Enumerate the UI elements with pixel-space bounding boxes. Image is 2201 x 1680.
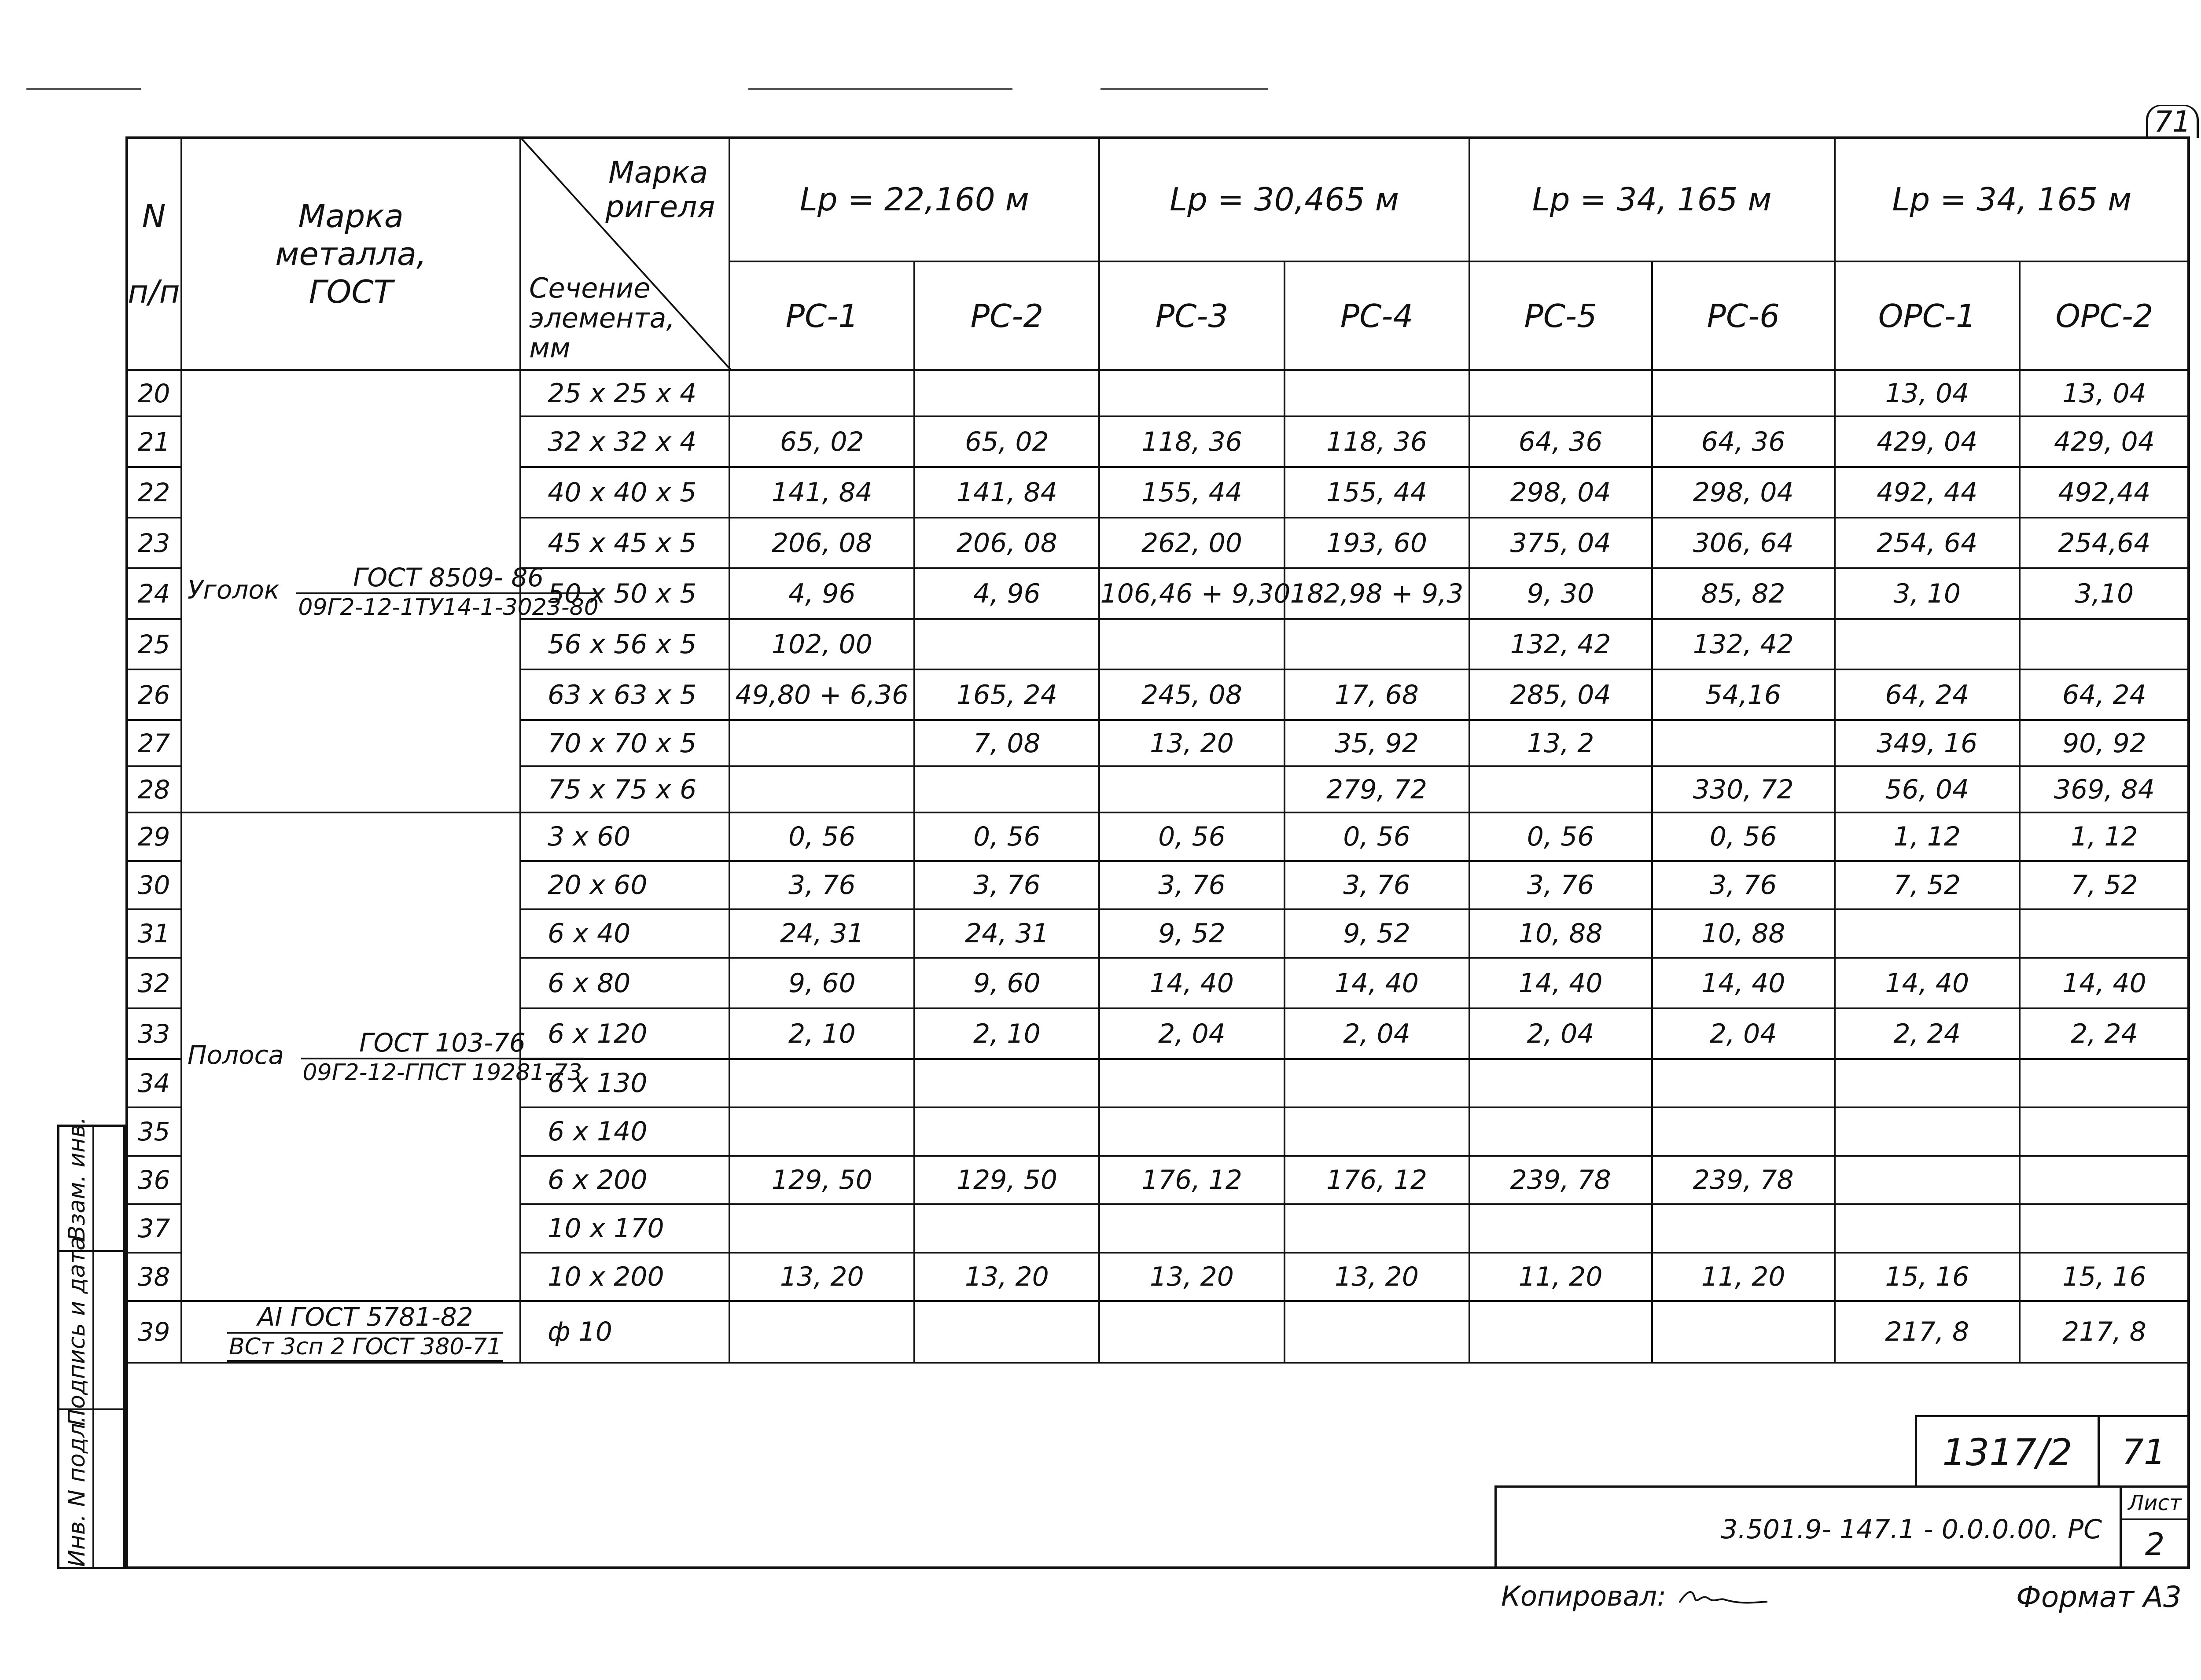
section-size: 10 x 200 [520,1253,729,1301]
stamp-series: 1317/2 [1942,1431,2072,1474]
mass-value [1835,1156,2020,1204]
row-number: 22 [126,467,181,518]
section-size: 6 x 40 [520,909,729,958]
mass-value: 369, 84 [2020,766,2189,812]
mass-value [729,1059,914,1107]
mass-value: 56, 04 [1835,766,2020,812]
mass-value: 3, 76 [729,861,914,909]
mass-value: 2, 24 [2020,1008,2189,1059]
mass-value: 54,16 [1652,669,1835,720]
mass-value: 306, 64 [1652,518,1835,568]
section-size: 25 x 25 x 4 [520,370,729,416]
mass-value [1469,370,1652,416]
mass-value: 3, 10 [1835,568,2020,619]
scan-dash [26,88,141,90]
mass-value [1469,766,1652,812]
strip-divider [59,1408,123,1410]
mass-value [1099,1059,1284,1107]
mass-value: 65, 02 [729,416,914,467]
mass-value [914,1107,1099,1156]
mass-value [1099,370,1284,416]
mass-value [2020,1107,2189,1156]
header-no-bottom: п/п [128,273,180,310]
mass-value [729,766,914,812]
mass-value: 254,64 [2020,518,2189,568]
section-size: 3 x 60 [520,812,729,861]
header-mark-pc5: PC-5 [1469,261,1652,370]
row-number: 38 [126,1253,181,1301]
mass-value [2020,1059,2189,1107]
mass-value: 176, 12 [1099,1156,1284,1204]
header-col-no [126,137,181,370]
mass-value: 193, 60 [1285,518,1469,568]
mass-value: 24, 31 [914,909,1099,958]
stamp-code-box [1494,1485,2120,1569]
header-no-top: N [142,197,166,235]
mass-value: 10, 88 [1469,909,1652,958]
mass-value: 9, 52 [1285,909,1469,958]
format-note: Формат А3 [2016,1580,2182,1614]
mass-value: 17, 68 [1285,669,1469,720]
row-number: 23 [126,518,181,568]
mass-value: 262, 00 [1099,518,1284,568]
approval-strip-col-labels [59,1117,92,1567]
strip-divider [59,1250,123,1252]
strip-label-vzam: Взам. инв. [64,1117,90,1241]
mass-value [1835,1107,2020,1156]
mass-value: 349, 16 [1835,720,2020,766]
mass-value: 14, 40 [1835,958,2020,1008]
row-number: 29 [126,812,181,861]
mass-value: 0, 56 [729,812,914,861]
mass-value: 64, 36 [1652,416,1835,467]
strip-label-inv: Инв. N подл. [64,1415,90,1567]
mass-value: 239, 78 [1469,1156,1652,1204]
header-diag-bottom: Сечение элемента, мм [529,272,675,364]
section-size: 10 x 170 [520,1204,729,1253]
row-number: 20 [126,370,181,416]
section-size: 63 x 63 x 5 [520,669,729,720]
specification-table [125,136,2190,1364]
mass-value: 35, 92 [1285,720,1469,766]
mass-value: 102, 00 [729,619,914,669]
mass-value: 13, 2 [1469,720,1652,766]
mass-value: 429, 04 [1835,416,2020,467]
mass-value: 64, 24 [1835,669,2020,720]
mass-value [1469,1107,1652,1156]
mass-value: 14, 40 [1652,958,1835,1008]
mass-value: 298, 04 [1652,467,1835,518]
mass-value: 1, 12 [1835,812,2020,861]
section-size: 75 x 75 x 6 [520,766,729,812]
mass-value [914,766,1099,812]
mass-value: 330, 72 [1652,766,1835,812]
mass-value: 0, 56 [1099,812,1284,861]
mass-value: 2, 10 [914,1008,1099,1059]
mass-value: 13, 20 [1099,1253,1284,1301]
mass-value: 279, 72 [1285,766,1469,812]
mass-value: 7, 52 [1835,861,2020,909]
mass-value: 118, 36 [1099,416,1284,467]
mass-value: 298, 04 [1469,467,1652,518]
mass-value [729,720,914,766]
sheet-number-circle: 71 [2146,105,2199,138]
mass-value: 13, 20 [1099,720,1284,766]
mass-value: 0, 56 [914,812,1099,861]
table-row [126,1301,2189,1363]
mass-value: 90, 92 [2020,720,2189,766]
header-group-2: Lp = 30,465 м [1099,137,1469,261]
stamp-sheet-box [2120,1485,2190,1569]
mass-value [2020,1156,2189,1204]
approval-strip-col-empty [92,1127,127,1567]
mass-value [914,619,1099,669]
section-size: 20 x 60 [520,861,729,909]
mass-value [1285,1204,1469,1253]
section-size: 6 x 140 [520,1107,729,1156]
mass-value: 206, 08 [729,518,914,568]
mass-value [729,1107,914,1156]
row-number: 28 [126,766,181,812]
mass-value: 165, 24 [914,669,1099,720]
material-ugolok-gost-bottom: 09Г2-12-1ТУ14-1-3023-80 [298,594,599,621]
mass-value: 217, 8 [1835,1301,2020,1363]
header-diag-top: Марка ригеля [605,155,715,224]
mass-value: 2, 04 [1285,1008,1469,1059]
mass-value [729,1301,914,1363]
mass-value: 285, 04 [1469,669,1652,720]
mass-value: 2, 04 [1469,1008,1652,1059]
mass-value [1285,619,1469,669]
mass-value: 65, 02 [914,416,1099,467]
mass-value: 64, 36 [1469,416,1652,467]
material-polosa-name: Полоса [188,1040,284,1070]
mass-value [1285,1059,1469,1107]
section-size: 6 x 130 [520,1059,729,1107]
mass-value: 492, 44 [1835,467,2020,518]
section-size: 45 x 45 x 5 [520,518,729,568]
mass-value [2020,909,2189,958]
row-number: 25 [126,619,181,669]
mass-value [1099,1107,1284,1156]
mass-value: 7, 08 [914,720,1099,766]
header-mark-pc6: PC-6 [1652,261,1835,370]
section-size: 6 x 80 [520,958,729,1008]
mass-value [2020,1204,2189,1253]
header-group-4: Lp = 34, 165 м [1835,137,2189,261]
mass-value: 15, 16 [2020,1253,2189,1301]
mass-value: 141, 84 [729,467,914,518]
section-size: 40 x 40 x 5 [520,467,729,518]
mass-value: 9, 60 [914,958,1099,1008]
section-size: ф 10 [520,1301,729,1363]
mass-value: 10, 88 [1652,909,1835,958]
mass-value [1835,909,2020,958]
mass-value: 155, 44 [1285,467,1469,518]
header-group-1: Lp = 22,160 м [729,137,1099,261]
mass-value [1652,1107,1835,1156]
mass-value: 3,10 [2020,568,2189,619]
material-armatura-gost [227,1302,503,1362]
header-mark-pc2: PC-2 [914,261,1099,370]
mass-value [1469,1204,1652,1253]
mass-value: 3, 76 [914,861,1099,909]
section-size: 6 x 200 [520,1156,729,1204]
mass-value: 4, 96 [729,568,914,619]
mass-value: 129, 50 [729,1156,914,1204]
mass-value: 254, 64 [1835,518,2020,568]
mass-value: 206, 08 [914,518,1099,568]
mass-value [729,1204,914,1253]
row-number: 26 [126,669,181,720]
material-polosa-gost [301,1028,584,1086]
mass-value: 2, 04 [1652,1008,1835,1059]
mass-value [1099,1204,1284,1253]
mass-value: 217, 8 [2020,1301,2189,1363]
row-number: 35 [126,1107,181,1156]
signature-icon [1675,1585,1772,1611]
mass-value: 3, 76 [1652,861,1835,909]
material-armatura-cell [181,1301,520,1363]
row-number: 33 [126,1008,181,1059]
stamp-series-box [1915,1415,2100,1485]
mass-value: 0, 56 [1652,812,1835,861]
mass-value [1469,1301,1652,1363]
mass-value: 24, 31 [729,909,914,958]
mass-value: 13, 04 [1835,370,2020,416]
mass-value: 132, 42 [1652,619,1835,669]
mass-value [1652,720,1835,766]
material-polosa-gost-top: ГОСТ 103-76 [301,1028,584,1059]
mass-value: 7, 52 [2020,861,2189,909]
stamp-sheet-label: Лист [2122,1488,2188,1520]
material-polosa-gost-bottom: 09Г2-12-ГПСТ 19281-73 [302,1059,582,1086]
mass-value: 129, 50 [914,1156,1099,1204]
mass-value: 3, 76 [1469,861,1652,909]
material-polosa-cell [181,812,582,1301]
mass-value: 85, 82 [1652,568,1835,619]
strip-label-sign: Подпись и дата [64,1236,90,1426]
mass-value [1835,1204,2020,1253]
mass-value [1285,1107,1469,1156]
scan-dash [748,88,1012,90]
row-number: 34 [126,1059,181,1107]
mass-value: 4, 96 [914,568,1099,619]
copied-by-note [1501,1580,1772,1612]
material-armatura-gost-bottom: ВСт 3сп 2 ГОСТ 380-71 [227,1334,503,1362]
mass-value: 176, 12 [1285,1156,1469,1204]
table-row [126,370,2189,416]
header-material: Марка металла, ГОСТ [181,137,520,370]
mass-value: 429, 04 [2020,416,2189,467]
row-number: 39 [126,1301,181,1363]
mass-value: 9, 30 [1469,568,1652,619]
mass-value: 118, 36 [1285,416,1469,467]
mass-value [1099,766,1284,812]
scan-dash [1100,88,1268,90]
mass-value [914,1204,1099,1253]
mass-value: 141, 84 [914,467,1099,518]
stamp-page-box [2100,1415,2190,1485]
mass-value: 0, 56 [1285,812,1469,861]
mass-value: 11, 20 [1469,1253,1652,1301]
section-size: 70 x 70 x 5 [520,720,729,766]
header-group-3: Lp = 34, 165 м [1469,137,1835,261]
section-size: 50 x 50 x 5 [520,568,729,619]
row-number: 30 [126,861,181,909]
mass-value: 182,98 + 9,3 [1285,568,1469,619]
stamp-page: 71 [2122,1433,2166,1472]
mass-value [1652,1059,1835,1107]
stamp-sheet-no: 2 [2145,1526,2165,1562]
mass-value [1469,1059,1652,1107]
mass-value: 155, 44 [1099,467,1284,518]
mass-value [1652,1301,1835,1363]
mass-value: 13, 04 [2020,370,2189,416]
mass-value: 3, 76 [1285,861,1469,909]
mass-value: 245, 08 [1099,669,1284,720]
header-mark-opc1: OPC-1 [1835,261,2020,370]
mass-value: 14, 40 [1285,958,1469,1008]
mass-value: 2, 24 [1835,1008,2020,1059]
header-diagonal-cell [520,137,729,370]
material-ugolok-cell [181,370,599,812]
mass-value [914,1059,1099,1107]
row-number: 36 [126,1156,181,1204]
header-mark-opc2: OPC-2 [2020,261,2189,370]
mass-value: 49,80 + 6,36 [729,669,914,720]
mass-value: 13, 20 [729,1253,914,1301]
header-mark-pc4: PC-4 [1285,261,1469,370]
section-size: 56 x 56 x 5 [520,619,729,669]
material-ugolok-gost-top: ГОСТ 8509- 86 [296,562,600,594]
mass-value [914,370,1099,416]
row-number: 31 [126,909,181,958]
section-size: 6 x 120 [520,1008,729,1059]
row-number: 21 [126,416,181,467]
mass-value: 13, 20 [914,1253,1099,1301]
material-ugolok-name: Уголок [188,574,280,605]
mass-value: 2, 04 [1099,1008,1284,1059]
row-number: 24 [126,568,181,619]
mass-value: 9, 60 [729,958,914,1008]
mass-value: 492,44 [2020,467,2189,518]
row-number: 27 [126,720,181,766]
header-mark-pc3: PC-3 [1099,261,1284,370]
mass-value: 11, 20 [1652,1253,1835,1301]
mass-value: 64, 24 [2020,669,2189,720]
row-number: 37 [126,1204,181,1253]
mass-value [1652,1204,1835,1253]
mass-value [1652,370,1835,416]
mass-value [2020,619,2189,669]
mass-value: 375, 04 [1469,518,1652,568]
mass-value [729,370,914,416]
mass-value: 13, 20 [1285,1253,1469,1301]
row-number: 32 [126,958,181,1008]
table-row [126,812,2189,861]
copied-label: Копировал: [1501,1580,1667,1612]
mass-value: 132, 42 [1469,619,1652,669]
mass-value: 15, 16 [1835,1253,2020,1301]
mass-value [914,1301,1099,1363]
header-mark-pc1: PC-1 [729,261,914,370]
section-size: 32 x 32 x 4 [520,416,729,467]
stamp-code: 3.501.9- 147.1 - 0.0.0.00. PC [1721,1514,2102,1545]
mass-value [1835,1059,2020,1107]
mass-value: 14, 40 [1099,958,1284,1008]
mass-value: 2, 10 [729,1008,914,1059]
mass-value [1835,619,2020,669]
mass-value: 239, 78 [1652,1156,1835,1204]
mass-value: 9, 52 [1099,909,1284,958]
mass-value: 14, 40 [2020,958,2189,1008]
mass-value: 3, 76 [1099,861,1284,909]
mass-value [1285,1301,1469,1363]
mass-value: 14, 40 [1469,958,1652,1008]
mass-value [1285,370,1469,416]
material-armatura-gost-top: АI ГОСТ 5781-82 [227,1302,503,1334]
mass-value: 0, 56 [1469,812,1652,861]
mass-value: 106,46 + 9,30 [1099,568,1284,619]
mass-value: 1, 12 [2020,812,2189,861]
mass-value [1099,619,1284,669]
approval-strip [57,1117,125,1569]
mass-value [1099,1301,1284,1363]
